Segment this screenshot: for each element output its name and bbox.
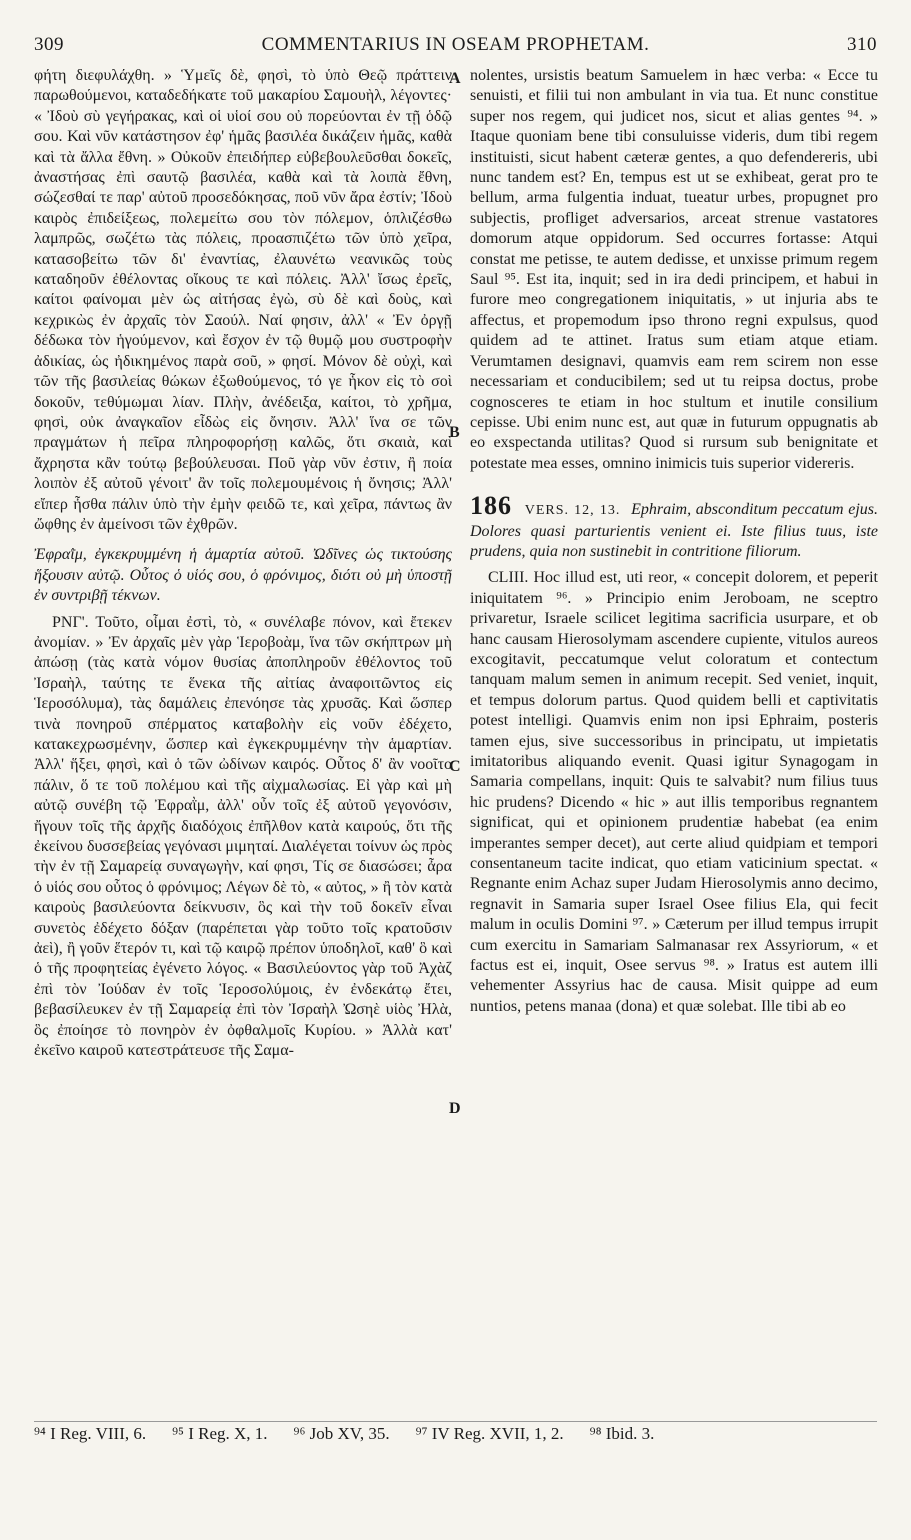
greek-verse-lemma: Ἐφραῒμ, ἐγκεκρυμμένη ἡ ἁμαρτία αὐτοῦ. Ὠδῖνες ὡς τικτούσης ἥξουσιν αὐτῷ. Οὗτος ὁ υἱός σου, ὁ φρόνιμος, διότι οὐ μὴ ὑποστῇ ἐν συντριβῇ τέκνων. bbox=[34, 546, 452, 605]
greek-column bbox=[34, 66, 452, 1466]
footnote-divider bbox=[34, 1421, 877, 1422]
footnote: ⁹⁷ IV Reg. XVII, 1, 2. bbox=[415, 1424, 564, 1443]
verse-section-number: 186 bbox=[470, 491, 512, 521]
verse-lemma: Ephraim, absconditum peccatum ejus. Dolores quasi parturientis venient ei. Iste filius tuus, iste prudens, quia non sustinebit in contritione filiorum. bbox=[470, 501, 878, 560]
section-marker-a: A bbox=[449, 70, 461, 87]
footnotes bbox=[34, 1424, 877, 1444]
section-marker-c: C bbox=[449, 758, 461, 775]
latin-paragraph-2: CLIII. Hoc illud est, uti reor, « concepit dolorem, et peperit iniquitatem ⁹⁶. » Principio enim Jeroboam, ne sceptro privaretur, Israele scilicet legitima sacrificia usurpare, et ob hanc causam Hierosolymam ascendere cupiente, vitulos aureos excogitavit, peccatumque velut coloratum et contectum tanquam malum semen in animum recepit. Sed veniet, inquit, et tempus dolorum partus. Quod quidem belli et captivitatis potest intelligi. Quamvis enim non ipsi Ephraim, posteris tamen ejus, sive successoribus in principatu, ut impietatis imitatoribus aliquando evenit. Quasi igitur Synagogam in Samaria compellans, inquit: Quis te salvabit? num filius tuus hic prudens? Dicendo « hic » aut illis temporibus regnantem significat, qui et opinionem prudentiæ habebat (ea enim imperantes semper decet), aut certe aliud quidpiam et tempori consentaneum tacite indicat, quo etiam vaticinium spectat. « Regnante enim Achaz super Judam Hierosolymis anno decimo, regnavit in Samaria super Israel Osee filius Ela, qui fecit malum in oculis Domini ⁹⁷. » Cæterum per illud tempus irrupit cum exercitu in Samariam Salmanasar rex Assyriorum, « et factus est ei, inquit, Osee servus ⁹⁸. » Iratus est autem illi vehementer Assyrius hac de causa. Misit quippe ad eum nuntios, petens manaa (dona) et quæ solebat. Ille tibi ab eo bbox=[470, 569, 878, 1015]
section-marker-d: D bbox=[449, 1100, 461, 1117]
greek-paragraph-2: ΡΝΓ'. Τοῦτο, οἶμαι ἐστὶ, τὸ, « συνέλαβε πόνον, καὶ ἔτεκεν ἀνομίαν. » Ἐν ἀρχαῖς μὲν γὰρ Ἱεροβοὰμ, ἵνα τῶν σκήπτρων μὴ ἀπώσῃ (τὰς κατὰ νόμον θυσίας ἀποπληροῦν ἐθέλοντος τοῦ Ἰσραὴλ, ταύτης τε ἕνεκα τῆς αἰτίας ἀναφοιτῶντος εἰς Ἱεροσόλυμα), τὰς δαμάλεις ἐπενόησε τὰς χρυσᾶς. Καὶ ὥσπερ τινὰ πονηροῦ σπέρματος καταβολὴν εἰς νοῦν ἐδέχετο, κατακεχρωσμένην, ὥσπερ καὶ ἐγκεκρυμμένην τὴν ἁμαρτίαν. Ἀλλ' ἥξει, φησὶ, καὶ ὁ τῶν ὠδίνων καιρός. Οὗτος δ' ἂν νοοῖτο πάλιν, ὅ τε τοῦ πολέμου καὶ τῆς αἰχμαλωσίας. Εἰ γὰρ καὶ μὴ αὐτῷ συνέβη τῷ Ἐφραῒμ, ἀλλ' οὖν τοῖς ἐξ αὐτοῦ γεγονόσιν, ἤγουν τοῖς τῆς ἀρχῆς διαδόχοις ἐπῆλθον κατὰ καιρούς, ὅτι τῆς ἐκείνου δυσσεβείας γεγόνασι μιμηταί. Διαλέγεται τοίνυν ὡς πρὸς τὴν ἐν τῇ Σαμαρείᾳ συναγωγὴν, καί φησι, Τίς σε διασώσει; ἆρα ὁ υἱός σου οὗτος ὁ φρόνιμος; Λέγων δὲ τὸ, « αὐτος, » ἢ τὸν κατὰ καιροὺς βασιλεύοντα δείκνυσιν, ὃς καὶ τὴν τοῦ δοκεῖν εἶναι συνετὸς ἐδέχετο δόξαν (παρέπεται γὰρ τοῦτο τοῖς κρατοῦσιν ἀεὶ), ἢ γοῦν ἕτερόν τι, καὶ τῷ καιρῷ πρέπον ὑποδηλοῖ, καθ' ὃ καὶ ὁ τῆς προφητείας ἐγένετο λόγος. « Βασιλεύοντος γὰρ τοῦ Ἀχὰζ ἐπὶ τὸν Ἰούδαν ἐν τοῖς Ἱεροσολύμοις, ἐν ἐνδεκάτῳ ἔτει, βεβασίλευκεν ἐν τῇ Σαμαρείᾳ ἐπὶ τὸν Ἰσραὴλ Ὠσηὲ υἱὸς Ἠλὰ, ὃς ἐποίησε τὸ πονηρὸν ἐν ὀφθαλμοῖς Κυρίου. » Ἀλλὰ κατ' ἐκεῖνο καιροῦ κατεστράτευσε τῆς Σαμα- bbox=[34, 613, 452, 1060]
latin-paragraph-1: nolentes, ursistis beatum Samuelem in hæc verba: « Ecce tu senuisti, et filii tui non ambulant in via tua. Et nunc constitue super nos regem, qui judicet nos, sicut et alias gentes ⁹⁴. » Itaque quoniam bene tibi consuluisse videris, dum tibi regem instituisti, sicut habent cæteræ gentes, a quo defendereris, ubi nunc tandem est? En, tempus est ut se exhibeat, gerat pro te bellum, arma fulgentia induat, tueatur urbes, propugnet pro subjectis, profliget adversarios, arceat strenue vastatores domorum atque oppidorum. Sed occurres fortasse: Atqui constat me petisse, te autem dedisse, et unxisse primum regem Saul ⁹⁵. Est ita, inquit; sed in ira dedi principem, et habui in furore meo congregationem iniquitatis, » ut injuria abs te affectus, et propemodum ipso throno regni expulsus, quod quidem ad te attinet. Iratus sum etiam atque etiam. Verumtamen designavi, quamvis eam rem scirem non esse necessariam et conducibilem; sed ut tu reipsa doctus, probe cognosceres te etiam in hoc stultum et inutile consilium cepisse. Ubi enim nunc est, aut quæ in futurum oppugnatis ab eo exspectanda utilitas? Quod si rursum sub benignitate et potestate mea esses, omnino inimicis tuis superior videreris. bbox=[470, 67, 878, 472]
verse-heading bbox=[470, 491, 878, 562]
footnote: ⁹⁸ Ibid. 3. bbox=[589, 1424, 655, 1443]
page-header bbox=[34, 34, 877, 60]
page-number-left: 309 bbox=[34, 34, 64, 55]
footnote: ⁹⁴ I Reg. VIII, 6. bbox=[34, 1424, 147, 1443]
footnote: ⁹⁵ I Reg. X, 1. bbox=[172, 1424, 268, 1443]
section-marker-b: B bbox=[449, 424, 460, 441]
footnote: ⁹⁶ Job XV, 35. bbox=[293, 1424, 390, 1443]
page-number-right: 310 bbox=[847, 34, 877, 55]
verse-label: VERS. 12, 13. bbox=[524, 503, 621, 519]
greek-paragraph-1: φήτη διεφυλάχθη. » Ὑμεῖς δὲ, φησὶ, τὸ ὑπὸ Θεῷ πράττειν παρωθούμενοι, καταδεδήκατε τοῦ μακαρίου Σαμουὴλ, λέγοντες· « Ἰδοὺ σὺ γεγήρακας, καὶ οἱ υἱοί σου οὐ πορεύονται ἐν τῇ ὁδῷ σου. Καὶ νῦν κατάστησον ἐφ' ἡμᾶς βασιλέα δικάζειν ἡμᾶς, καθὰ καὶ τὰ ἄλλα ἔθνη. » Οὐκοῦν ἐπειδήπερ εὐβεβουλεῦσθαι δοκεῖς, ἀναστήσας ἐπὶ σαυτῷ βασιλέα, καθὰ καὶ τὰ λοιπὰ ἔθνη, σώζεσθαί τε παρ' αὐτοῦ προσεδόκησας, ποῦ νῦν ἄρα ἐστίν; Ἰδοὺ καιρὸς ἐπιδείξεως, πολεμείτω σου τὸν πόλεμον, ὁπλιζέσθω λαμπρῶς, σωζέτω τὰς πόλεις, προασπιζέτω τῶν ὑπὸ χεῖρα, κατασοβείτω τῶν δι' ἐναντίας, ἐλαυνέτω νεανικῶς τοὺς καταδηοῦν ἐθέλοντας οἴκους τε καὶ πόλεις. Ἀλλ' ἴσως ἐρεῖς, καίτοι φαίνομαι μὲν ὡς αἰτήσας ἐγὼ, σὺ δὲ καὶ δοὺς, καὶ κεχρικὼς ἐν ἀρχαῖς τὸν Σαούλ. Ναί φησιν, ἀλλ' « Ἐν ὀργῇ δέδωκα τὸν ἡγούμενον, καὶ ἔσχον ἐν τῷ θυμῷ μου συστροφὴν ἀδικίας, ὡς ἠδικημένος παρὰ σοῦ, » φησί. Μόνον δὲ οὐχὶ, καὶ τῶν τῆς βασιλείας θώκων ἐξωθούμενος, τό γε ἧκον εἰς τὸ σοὶ δοκοῦν, τεθύμωμαι λίαν. Πλὴν, ἀνέδειξα, καίτοι, τὸ χρῆμα, φησὶ, οὐκ ἀναγκαῖον εἶδὼς εἰς ὄνησιν. Ἀλλ' ἵνα σε τῶν πραγμάτων ἡ πεῖρα πληροφορήσῃ καλῶς, ὅτι σκαιὰ, καὶ ἄχρηστα κἂν τούτῳ βεβούλευσαι. Ποῦ γὰρ νῦν ἐστιν, ἢ ποία λοιπὸν ἐξ αὐτοῦ γένοιτ' ἂν τοῖς πολεμουμένοις ἡ ὄνησις; Ἀλλ' εἴπερ ἦσθα πάλιν ὑπὸ τὴν ἐμὴν φειδῶ τε, καὶ χεῖρα, πάντως ἂν ὤφθης ἐν ἀμείνοσι τῶν ἐχθρῶν. bbox=[34, 67, 452, 533]
running-title: COMMENTARIUS IN OSEAM PROPHETAM. bbox=[261, 34, 650, 55]
latin-column bbox=[470, 66, 878, 1466]
